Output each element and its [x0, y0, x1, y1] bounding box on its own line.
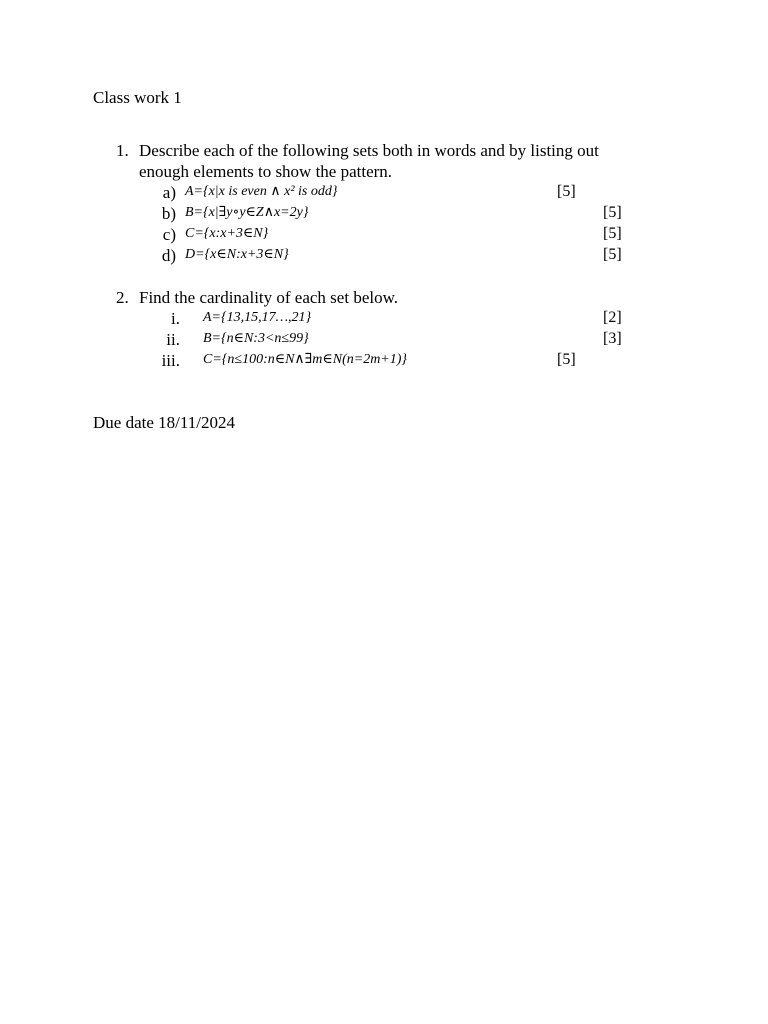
marks-badge: [2]	[603, 309, 622, 326]
item-label: i.	[171, 309, 180, 328]
set-expression: A={x|x is even ∧ x² is odd}	[185, 184, 338, 199]
question-number: 2.	[116, 288, 129, 307]
marks-badge: [5]	[557, 351, 576, 368]
marks-badge: [3]	[603, 330, 622, 347]
document-title: Class work 1	[93, 88, 182, 107]
question-number: 1.	[116, 141, 129, 160]
set-expression: B={n∈N:3<n≤99}	[203, 331, 309, 346]
question-text-line-2: enough elements to show the pattern.	[139, 162, 393, 181]
marks-badge: [5]	[603, 225, 622, 242]
question-text-line-1: Find the cardinality of each set below.	[139, 288, 399, 307]
item-label: iii.	[161, 351, 180, 370]
set-expression: C={n≤100:n∈N∧∃m∈N(n=2m+1)}	[203, 352, 408, 367]
item-label: ii.	[166, 330, 180, 349]
set-expression: C={x:x+3∈N}	[185, 226, 269, 241]
question-text-line-1: Describe each of the following sets both in words and by listing out	[139, 141, 599, 160]
marks-badge: [5]	[603, 246, 622, 263]
set-expression: A={13,15,17…,21}	[203, 310, 312, 325]
set-expression: D={x∈N:x+3∈N}	[185, 247, 289, 262]
item-label: d)	[161, 246, 176, 265]
marks-badge: [5]	[557, 183, 576, 200]
item-label: b)	[161, 204, 176, 223]
marks-badge: [5]	[603, 204, 622, 221]
item-label: c)	[162, 225, 176, 244]
set-expression: B={x|∃y∘y∈Z∧x=2y}	[185, 205, 309, 220]
item-label: a)	[162, 183, 176, 202]
due-date: Due date 18/11/2024	[93, 413, 235, 432]
